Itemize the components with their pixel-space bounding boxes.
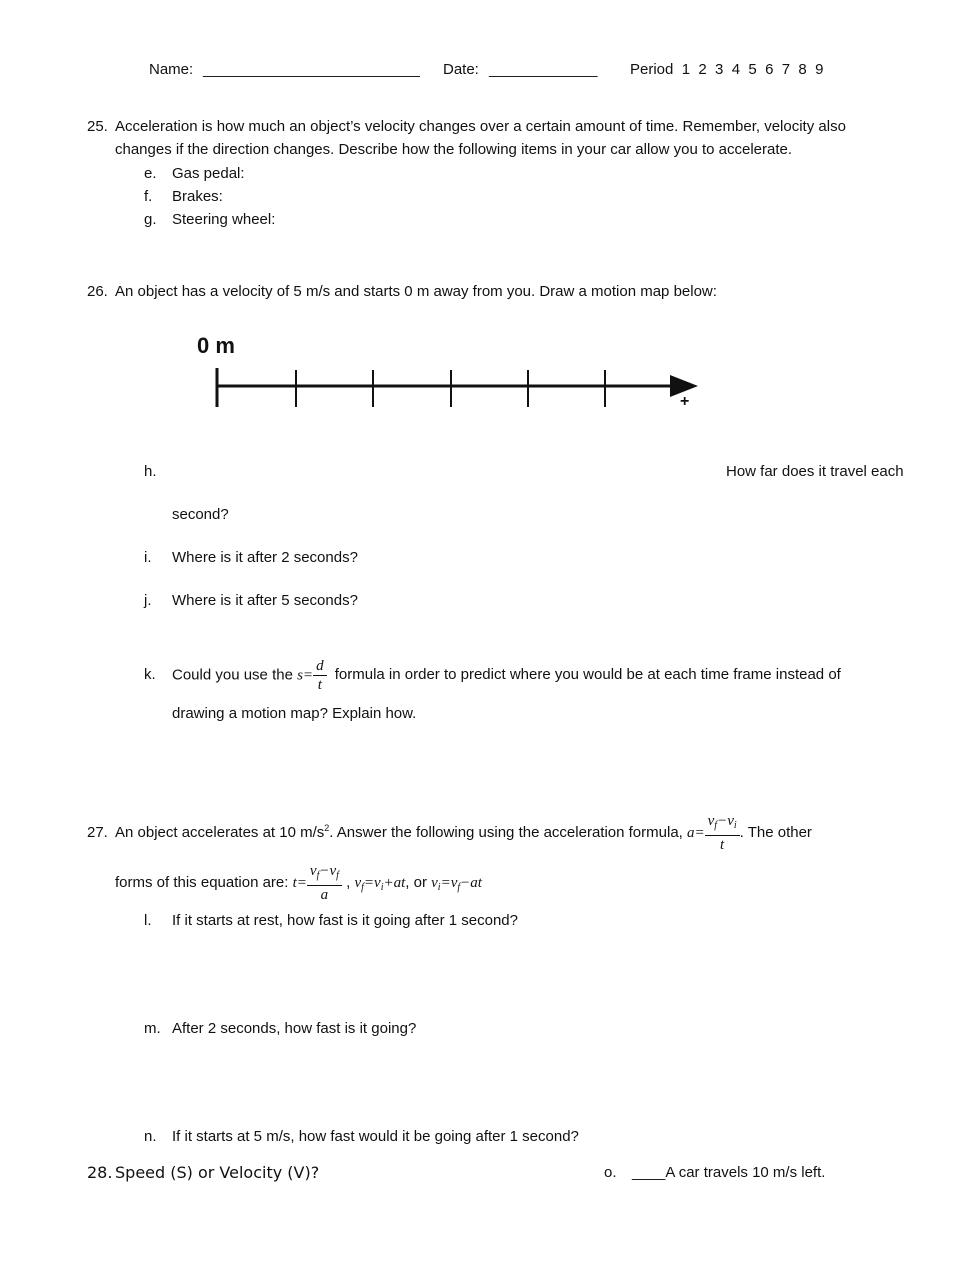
q26-k-text-after: formula in order to predict where you would be at each time frame instead of xyxy=(334,666,841,684)
q27-item-text: If it starts at rest, how fast is it going after 1 second? xyxy=(172,912,518,929)
q25-line1: Acceleration is how much an object’s velocity changes over a certain amount of time. Remember, velocity also xyxy=(115,118,846,135)
q25-item-g xyxy=(144,211,275,228)
q26-item-i xyxy=(144,549,358,566)
q26-item-k xyxy=(144,657,841,694)
date-blank[interactable]: _____________ xyxy=(489,61,598,78)
name-label: Name: xyxy=(149,61,194,78)
formula-numerator xyxy=(307,862,342,886)
formula-var: v xyxy=(707,813,715,829)
q25-item-letter: e. xyxy=(144,165,157,182)
formula-denominator: t xyxy=(720,837,725,853)
q26-item-text: Where is it after 2 seconds? xyxy=(172,549,358,566)
q26-number: 26. xyxy=(87,283,108,300)
formula-accel-lhs: a= xyxy=(687,824,705,841)
q27-item-letter: m. xyxy=(144,1020,161,1037)
formula-numerator xyxy=(705,812,740,836)
formula-accel-fraction xyxy=(705,812,740,854)
q26-k-text-before: Could you use the xyxy=(172,666,293,684)
q25-item-e xyxy=(144,165,245,182)
formula-time-fraction xyxy=(307,862,342,904)
q26-k-text-cont: drawing a motion map? Explain how. xyxy=(172,705,417,722)
formula-sub: i xyxy=(733,820,737,831)
motion-map-origin-label: 0 m xyxy=(197,333,235,358)
q26-h-text-cont: second? xyxy=(172,506,229,523)
q27-number: 27. xyxy=(87,823,108,841)
formula-initial-velocity: $v_i=v_f-at$ xyxy=(431,874,482,893)
q25-line2: changes if the direction changes. Describe how the following items in your car allow you to accelerate. xyxy=(115,141,793,158)
q27-item-l xyxy=(144,912,518,929)
q27-text-mid: . Answer the following using the acceleration formula, xyxy=(329,823,683,841)
formula-denominator: t xyxy=(317,677,322,693)
formula-var: v xyxy=(329,863,337,879)
q27-or-text: , or xyxy=(405,873,427,891)
formula-op: − xyxy=(717,813,728,829)
q27-text-before: An object accelerates at 10 m/s xyxy=(115,823,325,841)
q27-item-text: If it starts at 5 m/s, how fast would it be going after 1 second? xyxy=(172,1128,579,1145)
q25-item-letter: g. xyxy=(144,211,157,228)
q28-line xyxy=(87,1163,319,1182)
q28-text: Speed (S) or Velocity (V)? xyxy=(115,1163,320,1182)
formula-time-lhs: t= xyxy=(292,874,307,891)
q26-item-letter: j. xyxy=(144,592,152,609)
q27-item-text: After 2 seconds, how fast is it going? xyxy=(172,1020,417,1037)
q25-item-text: Steering wheel: xyxy=(172,211,276,228)
q25-item-text: Gas pedal: xyxy=(172,165,245,182)
q25-item-f xyxy=(144,188,223,205)
period-selector[interactable]: Period 1 2 3 4 5 6 7 8 9 xyxy=(630,61,824,78)
q28-item-text: A car travels 10 m/s left. xyxy=(665,1164,826,1181)
q26-item-letter: k. xyxy=(144,666,156,684)
q26-text: An object has a velocity of 5 m/s and starts 0 m away from you. Draw a motion map below: xyxy=(115,283,717,300)
formula-sub: f xyxy=(316,870,320,881)
formula-op: − xyxy=(319,863,330,879)
q27-forms-label: forms of this equation are: xyxy=(115,873,289,891)
formula-numerator: d xyxy=(313,657,327,676)
q27-item-letter: l. xyxy=(144,912,152,929)
formula-sub: f xyxy=(714,820,718,831)
q28-answer-blank[interactable]: ____ xyxy=(632,1164,666,1181)
q28-item-o xyxy=(604,1164,825,1181)
formula-final-velocity: $v_f=v_i+at$ xyxy=(354,874,406,893)
q27-forms-line: forms of this equation are: t= $\frac{v_f-v_f}{a}$ , $v_f=v_i+at$, or $v_i=v_f-at$ xyxy=(115,863,482,903)
q26-item-j xyxy=(144,592,358,609)
date-label: Date: xyxy=(443,61,479,78)
motion-map-axis xyxy=(210,365,710,415)
q28-item-letter: o. xyxy=(604,1164,617,1181)
q27-item-n xyxy=(144,1128,579,1145)
formula-speed-fraction xyxy=(313,657,327,694)
q26-item-text: Where is it after 5 seconds? xyxy=(172,592,358,609)
q25-item-letter: f. xyxy=(144,188,153,205)
motion-map-positive-sign: + xyxy=(680,393,690,410)
formula-denominator: a xyxy=(320,887,329,903)
formula-var: v xyxy=(309,863,317,879)
formula-sub: f xyxy=(336,870,339,881)
formula-var: v xyxy=(727,813,734,829)
q25-number: 25. xyxy=(87,118,108,135)
q27-line1 xyxy=(87,812,812,854)
q27-text-sup: 2 xyxy=(324,822,330,833)
q26-h-letter: h. xyxy=(144,463,157,480)
q27-item-letter: n. xyxy=(144,1128,157,1145)
q27-text-after: . The other xyxy=(739,823,812,841)
name-blank[interactable]: __________________________ xyxy=(203,61,420,78)
formula-speed-lhs: s= xyxy=(297,667,314,684)
q26-h-text: How far does it travel each xyxy=(726,463,904,480)
q25-item-text: Brakes: xyxy=(172,188,223,205)
q27-item-m xyxy=(144,1020,416,1037)
q28-number: 28. xyxy=(87,1163,113,1182)
q26-item-letter: i. xyxy=(144,549,152,566)
